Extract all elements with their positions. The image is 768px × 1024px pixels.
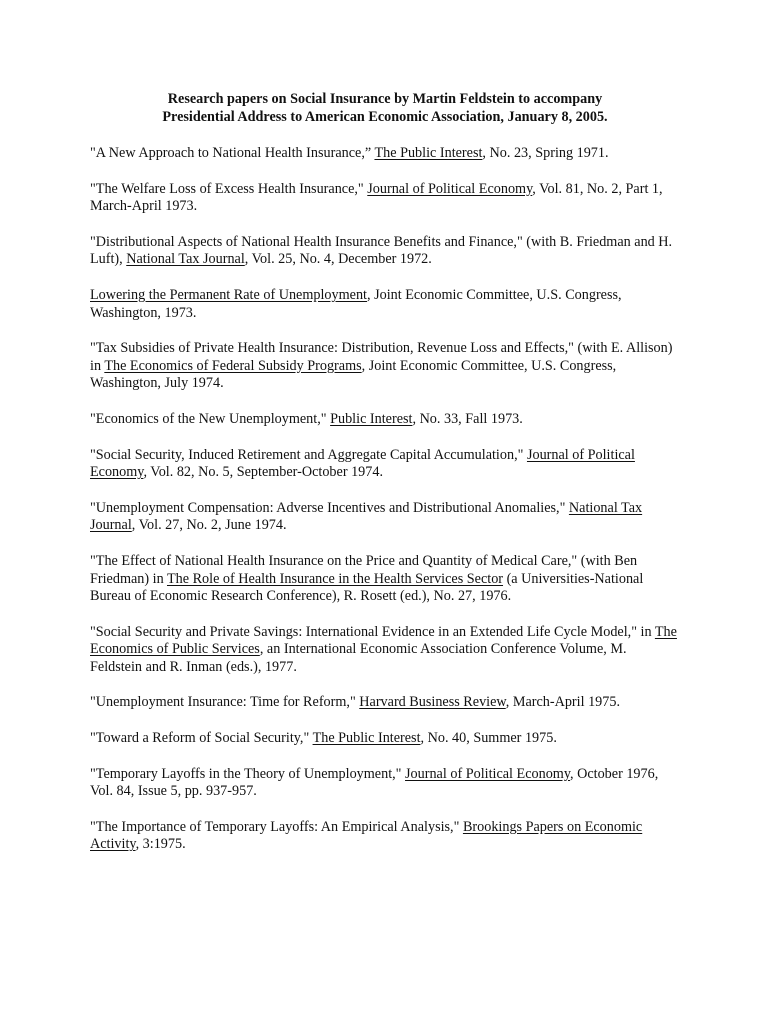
paper-entry-5: "Tax Subsidies of Private Health Insurance: Distribution, Revenue Loss and Effects," (with E. Allison) in The Economics of Federal Subsidy Programs, Joint Economic Committee, U.S. Congress, Washington, July 1974. [90,340,673,392]
paper-entry-14: "The Importance of Temporary Layoffs: An Empirical Analysis," Brookings Papers on Economic Activity, 3:1975. [90,818,643,853]
source-title: Journal of Political Economy [367,180,533,197]
paper-entry-6: "Economics of the New Unemployment," Public Interest, No. 33, Fall 1973. [90,410,523,427]
paper-entry-4: Lowering the Permanent Rate of Unemployment, Joint Economic Committee, U.S. Congress, Washington, 1973. [90,286,622,321]
paper-entry-3: "Distributional Aspects of National Health Insurance Benefits and Finance," (with B. Friedman and H. Luft), National Tax Journal, Vol. 25, No. 4, December 1972. [90,233,673,268]
paper-entry-9: "The Effect of National Health Insurance on the Price and Quantity of Medical Care," (with Ben Friedman) in The Role of Health Insurance in the Health Services Sector (a Universities-National Bureau of Economic Research Conference), R. Rosett (ed.), No. 27, 1976. [90,552,644,605]
paper-entry-13: "Temporary Layoffs in the Theory of Unemployment," Journal of Political Economy, October 1976, Vol. 84, Issue 5, pp. 937-957. [90,765,659,800]
source-title: Public Interest [330,410,413,427]
paper-entry-1: "A New Approach to National Health Insurance,” The Public Interest, No. 23, Spring 1971. [90,145,609,161]
paper-list [90,145,680,854]
paper-entry-10: "Social Security and Private Savings: International Evidence in an Extended Life Cycle Model," in The Economics of Public Services, an International Economic Association Conference Volume, M. Feldstein and R. Inman (eds.), 1977. [90,623,677,675]
source-title: National Tax Journal [126,251,245,268]
source-title: National Tax Journal [90,499,643,534]
paper-entry-8: "Unemployment Compensation: Adverse Incentives and Distributional Anomalies," National Tax Journal, Vol. 27, No. 2, June 1974. [90,499,643,534]
paper-entry-12: "Toward a Reform of Social Security," The Public Interest, No. 40, Summer 1975. [90,730,557,747]
source-title: The Economics of Public Services [90,623,677,658]
source-title: Journal of Political Economy [90,446,635,481]
source-title: Lowering the Permanent Rate of Unemployment [90,286,367,303]
source-title: The Public Interest [374,145,483,161]
source-title: The Role of Health Insurance in the Health Services Sector [166,570,504,587]
source-title: Journal of Political Economy [405,765,570,782]
document-heading [90,90,680,126]
paper-entry-7: "Social Security, Induced Retirement and Aggregate Capital Accumulation," Journal of Political Economy, Vol. 82, No. 5, September-October 1974. [90,446,635,481]
paper-entry-11: "Unemployment Insurance: Time for Reform," Harvard Business Review, March-April 1975. [90,694,620,711]
document-page [90,90,680,872]
source-title: The Economics of Federal Subsidy Programs [104,357,362,374]
paper-entry-2: "The Welfare Loss of Excess Health Insurance," Journal of Political Economy, Vol. 81, No. 2, Part 1, March-April 1973. [90,180,663,215]
source-title: Brookings Papers on Economic Activity [90,818,643,853]
heading-line-2: Presidential Address to American Economic Association, January 8, 2005. [162,109,608,125]
source-title: Harvard Business Review [359,694,506,711]
heading-line-1: Research papers on Social Insurance by Martin Feldstein to accompany [167,91,603,107]
source-title: The Public Interest [312,730,421,747]
